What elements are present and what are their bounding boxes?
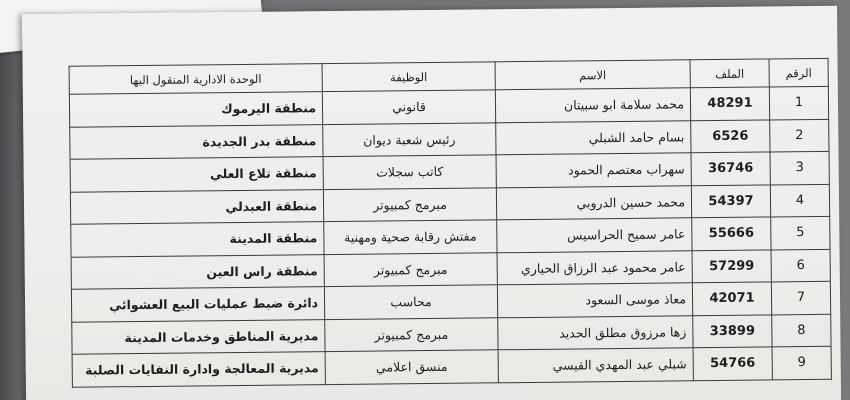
cell-job: مبرمج كمبيوتر	[323, 187, 496, 221]
cell-name: سهراب معتصم الحمود	[496, 153, 691, 188]
header-file: الملف	[690, 59, 769, 88]
table-row	[72, 346, 831, 386]
header-job: الوظيفة	[322, 62, 495, 92]
cell-name: بسام حامد الشبلي	[496, 120, 691, 155]
cell-job: قانوني	[322, 90, 495, 124]
cell-number: 8	[772, 314, 831, 347]
cell-unit: منطقة المدينة	[71, 222, 324, 257]
cell-job: مبرمج كمبيوتر	[324, 252, 497, 286]
cell-name: زها مرزوق مطلق الحديد	[498, 315, 693, 350]
cell-unit: منطقة راس العين	[71, 254, 324, 289]
cell-name: عامر سميح الحراسيس	[497, 218, 692, 253]
table-body	[69, 86, 831, 386]
cell-job: رئيس شعبة ديوان	[323, 122, 496, 156]
cell-unit: مديرية المعالجة وادارة النفايات الصلبة	[72, 352, 325, 387]
document-page	[22, 6, 841, 400]
cell-name: عامر محمود عبد الرزاق الحياري	[497, 250, 692, 285]
cell-job: مبرمج كمبيوتر	[325, 317, 498, 351]
cell-number: 5	[771, 216, 830, 249]
cell-file: 33899	[693, 314, 772, 347]
cell-job: كاتب سجلات	[323, 155, 496, 189]
cell-file: 6526	[691, 119, 770, 152]
transfer-table	[69, 58, 832, 387]
cell-file: 48291	[690, 87, 769, 120]
cell-file: 54766	[693, 347, 772, 380]
cell-number: 4	[770, 184, 829, 217]
cell-job: منسق اعلامي	[325, 350, 498, 384]
cell-name: معاذ موسى السعود	[497, 283, 692, 318]
cell-name: محمد سلامة ابو سبيتان	[495, 88, 690, 123]
cell-number: 9	[772, 346, 831, 379]
cell-job: مفتش رقابة صحية ومهنية	[324, 220, 497, 254]
cell-file: 57299	[692, 249, 771, 282]
cell-file: 54397	[691, 184, 770, 217]
cell-number: 2	[770, 119, 829, 152]
cell-unit: مديرية المناطق وخدمات المدينة	[72, 319, 325, 354]
cell-number: 7	[771, 281, 830, 314]
cell-unit: دائرة ضبط عمليات البيع العشوائي	[71, 287, 324, 322]
cell-unit: منطقة تلاع العلي	[70, 157, 323, 192]
cell-number: 1	[769, 86, 828, 119]
cell-file: 42071	[692, 282, 771, 315]
cell-number: 6	[771, 249, 830, 282]
header-name: الاسم	[495, 60, 690, 90]
cell-number: 3	[770, 151, 829, 184]
cell-unit: منطقة بدر الجديدة	[70, 124, 323, 159]
cell-job: محاسب	[324, 285, 497, 319]
header-number: الرقم	[769, 58, 828, 87]
cell-unit: منطقة العبدلي	[70, 189, 323, 224]
header-unit: الوحدة الادارية المنقول اليها	[69, 64, 322, 95]
cell-file: 36746	[691, 152, 770, 185]
cell-unit: منطقة اليرموك	[69, 92, 322, 127]
cell-name: محمد حسين الدروبي	[496, 185, 691, 220]
cell-file: 55666	[692, 217, 771, 250]
cell-name: شبلي عبد المهدي القيسي	[498, 348, 693, 383]
